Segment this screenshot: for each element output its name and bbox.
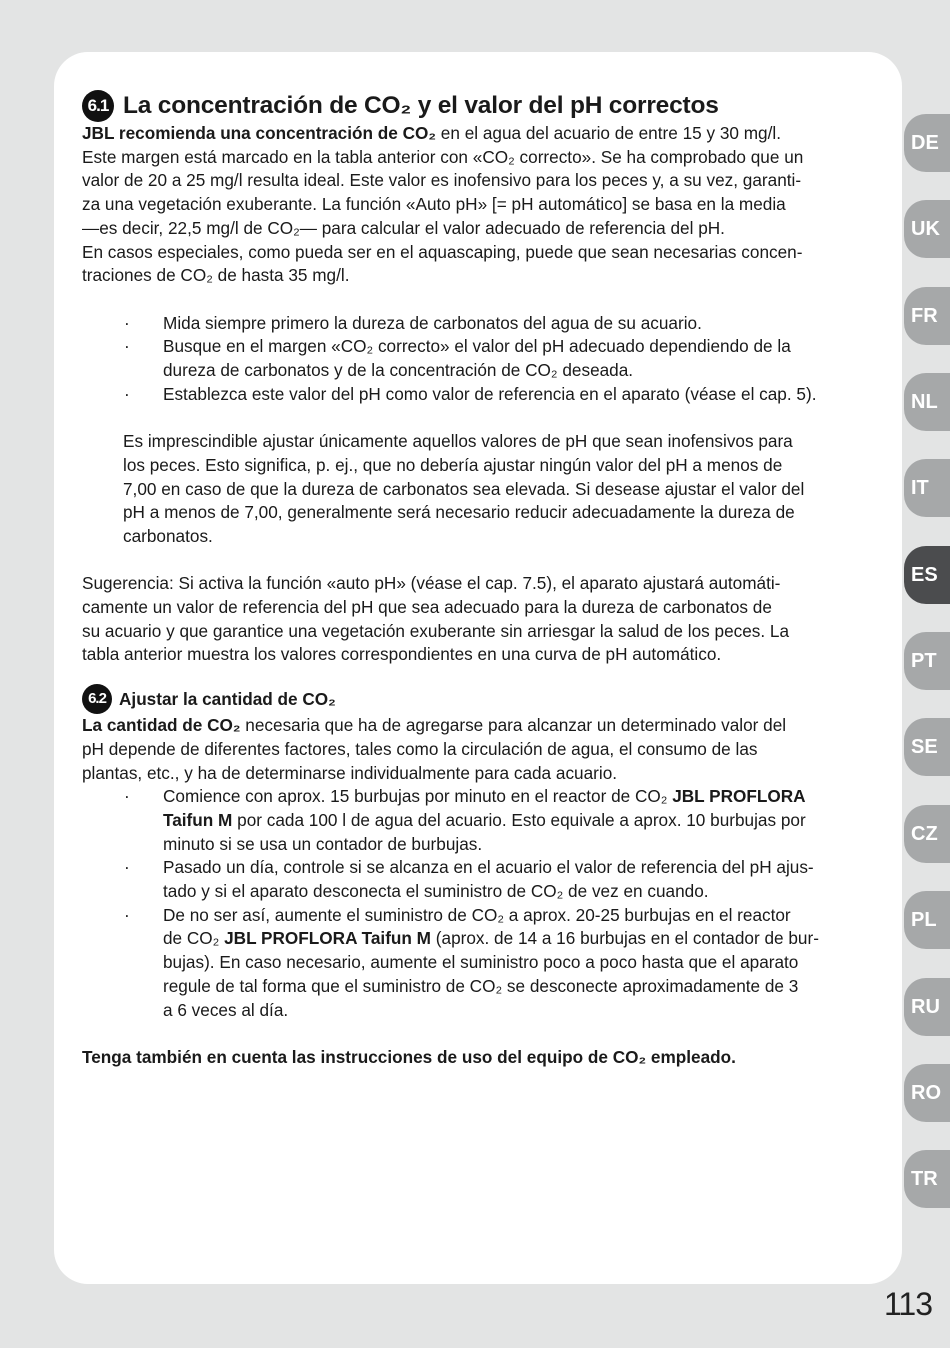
- language-tab-nl[interactable]: NL: [904, 373, 950, 431]
- list-item: [82, 785, 872, 856]
- list-item-text: bujas). En caso necesario, aumente el suministro poco a poco hasta que el aparato: [163, 952, 799, 973]
- intro-line: [82, 122, 872, 146]
- paragraph-line: valor de 20 a 25 mg/l resulta ideal. Este valor es inofensivo para los peces y, a su vez, garanti-: [82, 170, 802, 191]
- language-tab-es[interactable]: ES: [904, 546, 950, 604]
- tip-paragraph: [82, 572, 872, 667]
- bullet-mark: ·: [124, 312, 130, 333]
- note-line: 7,00 en caso de que la dureza de carbonatos sea elevada. Si desease ajustar el valor del: [123, 478, 805, 499]
- steps-list: [82, 312, 872, 407]
- note-line: Es imprescindible ajustar únicamente aquellos valores de pH que sean inofensivos para: [123, 431, 793, 452]
- list-item-text: Busque en el margen «CO₂ correcto» el valor del pH adecuado dependiendo de la: [163, 336, 791, 357]
- language-tab-uk[interactable]: UK: [904, 200, 950, 258]
- list-item-text: Establezca este valor del pH como valor de referencia en el aparato (véase el cap. 5).: [163, 383, 817, 404]
- section-title: Ajustar la cantidad de CO₂: [119, 689, 336, 710]
- language-tab-cz[interactable]: CZ: [904, 805, 950, 863]
- tip-line: camente un valor de referencia del pH que sea adecuado para la dureza de carbonatos de: [82, 597, 772, 618]
- list-item-text: [163, 927, 872, 951]
- text-run: por cada 100 l de agua del acuario. Esto equivale a aprox. 10 burbujas por: [232, 809, 806, 830]
- intro-rest: necesaria que ha de agregarse para alcanzar un determinado valor del: [240, 715, 787, 736]
- bullet-mark: ·: [124, 383, 130, 404]
- product-name: JBL PROFLORA Taifun M: [224, 928, 432, 949]
- list-item-text: dureza de carbonatos y de la concentración de CO₂ deseada.: [163, 360, 634, 381]
- product-name: Taifun M: [163, 809, 233, 830]
- list-item: [82, 335, 872, 382]
- section-title: La concentración de CO₂ y el valor del pH correctos: [123, 92, 719, 119]
- list-item-text: a 6 veces al día.: [163, 999, 289, 1020]
- language-tab-ru[interactable]: RU: [904, 978, 950, 1036]
- paragraph-line: —es decir, 22,5 mg/l de CO₂— para calcular el valor adecuado de referencia del pH.: [82, 217, 725, 238]
- list-item-text: [163, 809, 872, 833]
- list-item: [82, 904, 872, 1023]
- bullet-mark: ·: [124, 857, 130, 878]
- list-item-text: Pasado un día, controle si se alcanza en el acuario el valor de referencia del pH ajus-: [163, 857, 814, 878]
- language-tab-de[interactable]: DE: [904, 114, 950, 172]
- list-item-text: [163, 785, 872, 809]
- intro-bold: JBL recomienda una concentración de CO₂: [82, 123, 437, 143]
- text-run: Comience con aprox. 15 burbujas por minuto en el reactor de CO₂: [163, 786, 673, 807]
- list-item: [82, 856, 872, 903]
- paragraph-line: traciones de CO₂ de hasta 35 mg/l.: [82, 265, 350, 286]
- list-item: [82, 383, 872, 407]
- tip-line: tabla anterior muestra los valores correspondientes en una curva de pH automático.: [82, 644, 722, 665]
- section-6-1-heading: [82, 90, 872, 122]
- list-item: [82, 312, 872, 336]
- language-tab-ro[interactable]: RO: [904, 1064, 950, 1122]
- document-body: [82, 90, 872, 1070]
- list-item-text: Mida siempre primero la dureza de carbonatos del agua de su acuario.: [163, 312, 702, 333]
- intro-rest: en el agua del acuario de entre 15 y 30 mg/l.: [436, 123, 781, 143]
- language-tab-pl[interactable]: PL: [904, 891, 950, 949]
- section-6-2-heading: [82, 684, 872, 714]
- paragraph-line: plantas, etc., y ha de determinarse individualmente para cada acuario.: [82, 762, 618, 783]
- intro-bold: La cantidad de CO₂: [82, 715, 241, 736]
- language-tab-it[interactable]: IT: [904, 459, 950, 517]
- paragraph-line: Este margen está marcado en la tabla anterior con «CO₂ correcto». Se ha comprobado que un: [82, 146, 804, 167]
- section-number-badge: 6.2: [82, 684, 112, 714]
- tip-line: Sugerencia: Si activa la función «auto pH» (véase el cap. 7.5), el aparato ajustará automáti-: [82, 573, 781, 594]
- note-line: los peces. Esto significa, p. ej., que no debería ajustar ningún valor del pH a menos de: [123, 454, 783, 475]
- language-tab-pt[interactable]: PT: [904, 632, 950, 690]
- list-item-text: regule de tal forma que el suministro de CO₂ se desconecte aproximadamente de 3: [163, 975, 799, 996]
- bullet-mark: ·: [124, 904, 130, 925]
- paragraph-line: za una vegetación exuberante. La función «Auto pH» [= pH automático] se basa en la media: [82, 194, 786, 215]
- page-number: 113: [883, 1286, 932, 1322]
- language-tab-se[interactable]: SE: [904, 718, 950, 776]
- language-tab-tr[interactable]: TR: [904, 1150, 950, 1208]
- list-item-text: minuto si se usa un contador de burbujas.: [163, 833, 483, 854]
- text-run: de CO₂: [163, 928, 225, 949]
- important-note: [82, 430, 872, 549]
- section-number-badge: 6.1: [82, 90, 114, 122]
- steps-list: [82, 785, 872, 1022]
- note-line: carbonatos.: [123, 525, 213, 546]
- list-item-text: De no ser así, aumente el suministro de CO₂ a aprox. 20-25 burbujas en el reactor: [163, 904, 791, 925]
- intro-line: [82, 714, 872, 738]
- bullet-mark: ·: [124, 336, 130, 357]
- paragraph-line: pH depende de diferentes factores, tales como la circulación de agua, el consumo de las: [82, 738, 758, 759]
- text-run: (aprox. de 14 a 16 burbujas en el contador de bur-: [431, 928, 819, 949]
- product-name: JBL PROFLORA: [672, 786, 806, 807]
- footer-note: Tenga también en cuenta las instrucciones de uso del equipo de CO₂ empleado.: [82, 1046, 736, 1067]
- bullet-mark: ·: [124, 786, 130, 807]
- paragraph-line: En casos especiales, como pueda ser en el aquascaping, puede que sean necesarias concen-: [82, 241, 803, 262]
- language-tab-fr[interactable]: FR: [904, 287, 950, 345]
- list-item-text: tado y si el aparato desconecta el suministro de CO₂ de vez en cuando.: [163, 881, 709, 902]
- note-line: pH a menos de 7,00, generalmente será necesario reducir adecuadamente la dureza de: [123, 502, 795, 523]
- tip-line: su acuario y que garantice una vegetación exuberante sin arriesgar la salud de los peces. La: [82, 620, 790, 641]
